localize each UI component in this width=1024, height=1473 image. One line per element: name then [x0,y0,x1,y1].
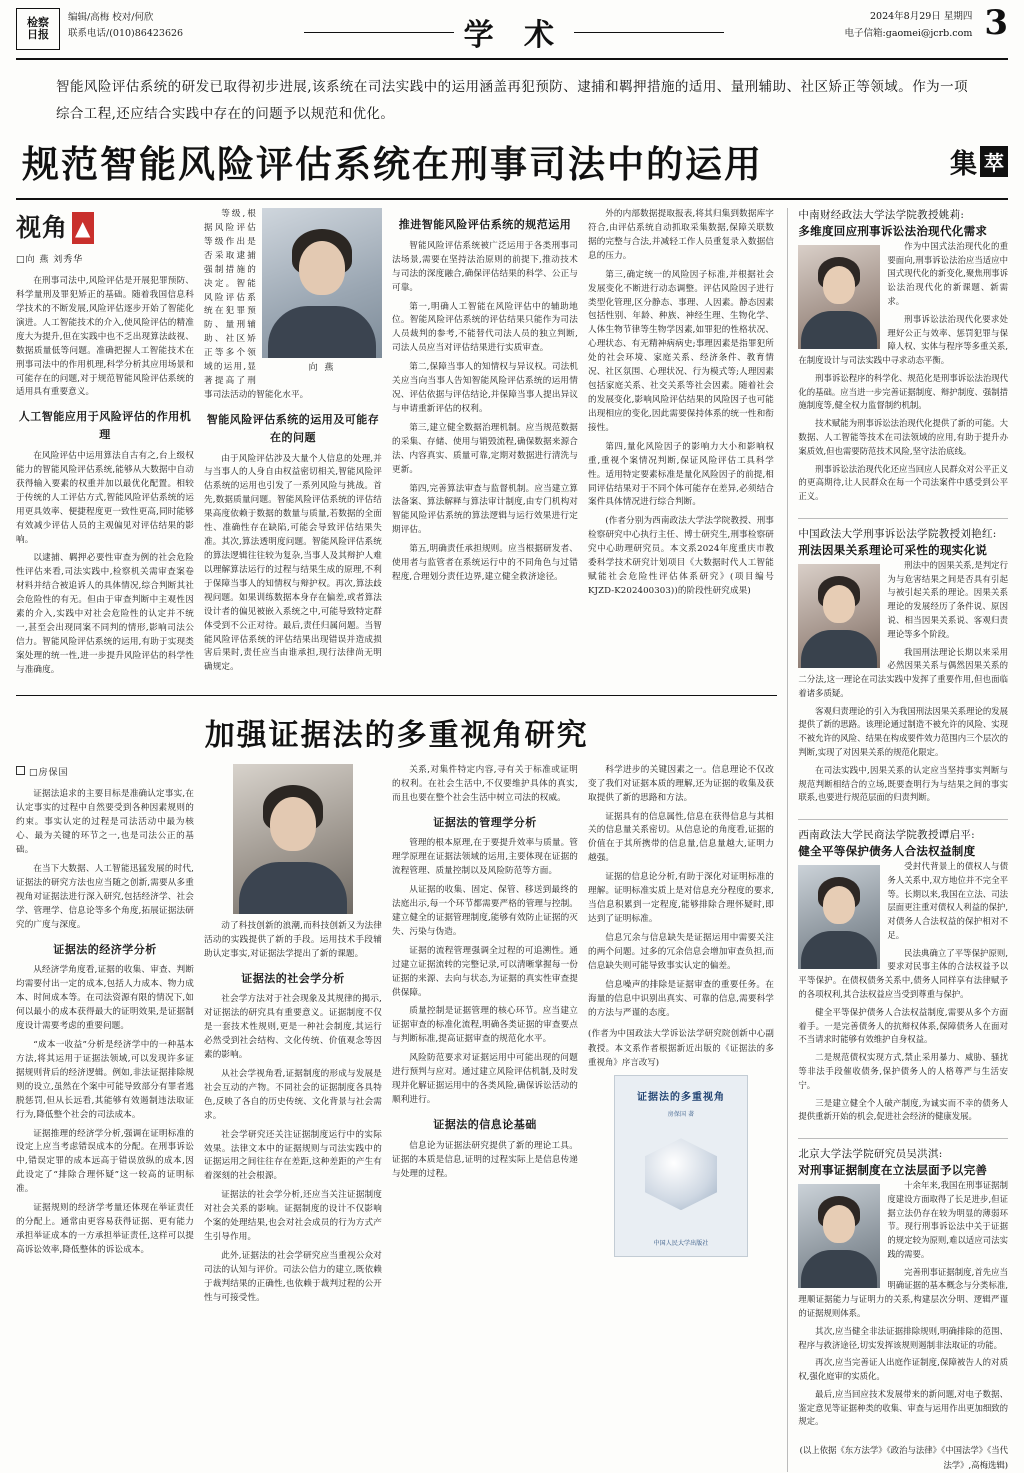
article-2-section-3: 证据法的管理学分析 [433,815,537,829]
book-cover-image [614,1075,748,1257]
r4-p4: 再次,应当完善证人出庭作证制度,保障被告人的对质权,强化庭审的实质化。 [798,1357,1008,1382]
a2-c4-p1: 科学进步的关键因素之一。信息理论不仅改变了我们对证据本质的理解,还为证据的收集及获取提供了新的思路和方法。 [588,764,774,803]
a1-c3-p3: 第二,保障当事人的知情权与异议权。司法机关应当向当事人告知智能风险评估系统的运用情况、评估依据与评估结论,并保障当事人提出异议与申请重新评估的权利。 [392,362,578,414]
article-1-col-3 [392,208,578,683]
byline-square-icon [16,766,25,775]
r2-p4: 在司法实践中,因果关系的认定应当坚持事实判断与规范判断相结合的立场,既要查明行为与结果之间的事实联系,也要进行规范层面的归责判断。 [798,764,1008,803]
portrait-body [268,306,376,358]
rail-photo-head-3 [823,886,855,924]
article-2 [16,695,777,1311]
divider-top [16,198,1008,200]
rail-photo-body-3 [801,931,877,969]
article-1-section-3: 推进智能风险评估系统的规范运用 [398,218,572,231]
rail-item-4-title [798,1147,1008,1179]
cui-char: 集 [950,148,977,180]
article-2-headline: 加强证据法的多重视角研究 [204,717,589,753]
a2-c3-p5: 质量控制是证据管理的核心环节。应当建立证据审查的标准化流程,明确各类证据的审查要点与判断标准,提高证据审查的规范化水平。 [392,1006,578,1045]
rail-photo-head-4 [823,1205,855,1243]
headline-row [16,134,1008,188]
a1-c3-p1: 智能风险评估系统被广泛运用于各类刑事司法场景,需要在坚持法治原则的前提下,推动技术与司法的深度融合,确保评估结果的科学、公正与可靠。 [392,240,578,293]
a1-c2-p2: 等级,根据风险评估等级作出是否采取逮捕强制措施的决定。智能风险评估系统在犯罪预防、量刑辅助、社区矫正等多个领域的运用,显著提高了刑事司法活动的智能化水平。 [204,209,309,400]
article-1-byline: □向 燕 刘秀华 [16,254,84,265]
article-1-section-1: 人工智能应用于风险评估的作用机理 [18,410,192,442]
r4-p1: 十余年来,我国在刑事证据制度建设方面取得了长足进步,但证据立法仍存在较为明显的薄弱环节。现行刑事诉讼法中关于证据的规定较为原则,难以适应司法实践的需要。 [887,1179,1008,1259]
rule-left [304,32,454,33]
rail-footer-note: (以上依据《东方法学》《政治与法律》《中国法学》《当代法学》,高梅选辑) [799,1445,1008,1470]
r4-p5: 最后,应当回应技术发展带来的新问题,对电子数据、鉴定意见等证据种类的收集、审查与运用作出更加细致的规定。 [798,1388,1008,1427]
cui-logo [896,142,1008,181]
page-body [16,208,1008,1472]
email-line: 电子信箱:gaomei@jcrb.com [844,28,973,40]
figure-caption: 向 燕 [308,363,336,373]
article-1-col-1 [16,208,194,683]
a2-c3-p1: 关系,对集件特定内容,寻有关于标准或证明的权利。在社会生活中,不仅要维护具体的真实,而且也要在整个社会生活中树立司法的权威。 [392,764,578,803]
a2-c2-p6: 此外,证据法的社会学研究应当重视公众对司法的认知与评价。司法公信力的建立,既依赖于裁判结果的正确性,也依赖于裁判过程的公开性与可接受性。 [204,1251,382,1303]
r1-p1: 作为中国式法治现代化的重要面向,刑事诉讼法治应当适应中国式现代化的新变化,聚焦刑事诉讼法治现代化的新课题、新需求。 [887,240,1008,307]
article-2-figure [204,764,382,914]
perspective-logo [16,208,194,249]
a1-c2-p3: 由于风险评估涉及大量个人信息的处理,并与当事人的人身自由权益密切相关,智能风险评估系统的运用也引发了一系列风险与挑战。首先,数据质量问题。智能风险评估系统的评估结果高度依赖于数据的数量与质量,若数据的全面性、准确性存在缺陷,可能会导致评估结果失准。其次,算法透明度问题。智能风险评估系统的算法逻辑往往较为复杂,当事人及其辩护人难以理解算法运行的过程与结果生成的原理,不利于保障当事人的知情权与辩护权。再次,算法歧视问题。如果训练数据本身存在偏差,或者算法设计者的偏见被嵌入系统之中,可能导致特定群体受到不公正对待。最后,责任归属问题。当智能风险评估系统的评估结果出现错误并造成损害后果时,责任应当由谁承担,现行法律尚无明确规定。 [204,453,382,673]
article-1-section-2: 智能风险评估系统的运用及可能存在的问题 [206,412,380,444]
rail-item-3-headline: 健全平等保护债务人合法权益制度 [798,844,976,859]
r3-p2: 民法典确立了平等保护原则,要求对民事主体的合法权益予以平等保护。在债权债务关系中,债务人同样享有法律赋予的各项权利,其合法权益应当受到尊重与保护。 [798,947,1008,1000]
rail-item-3 [798,828,1008,1128]
article-1-col-2 [204,208,382,683]
a2-c3-p2: 管理的根本原理,在于要提升效率与质量。管理学原理在证据法领域的运用,主要体现在证据的流程管理、质量控制以及风险防范等方面。 [392,838,578,877]
lead-paragraph: 智能风险评估系统的研发已取得初步进展,该系统在司法实践中的运用涵盖再犯预防、逮捕和羁押措施的适用、量刑辅助、社区矫正等领域。作为一项综合工程,还应结合实践中存在的问题予以规范和优化。 [56,79,968,122]
rail-item-3-photo [798,865,880,969]
rail-photo-body-4 [801,1250,877,1288]
article-2-section-4: 证据法的信息论基础 [433,1117,537,1131]
r3-p4: 二是规范债权实现方式,禁止采用暴力、威胁、骚扰等非法手段催收债务,保护债务人的人格尊严与生活安宁。 [798,1052,1008,1090]
logo-line-2: 日报 [27,28,49,41]
rail-item-2-headline: 刑法因果关系理论可采性的现实化说 [798,543,988,558]
article-2-col-4 [588,764,774,1311]
a2-c2-p4: 社会学研究还关注证据制度运行中的实际效果。法律文本中的证据规则与司法实践中的证据运用之间往往存在差距,这种差距的产生有着深刻的社会根源。 [204,1129,382,1182]
article-1 [16,208,777,683]
a2-c4-p2: 证据具有的信息属性,信息在获得信息与其相关的信息量关系密切。从信息论的角度看,证据的价值在于其所携带的信息量,信息量越大,证明力越强。 [588,811,774,864]
r2-p2: 我国刑法理论长期以来采用必然因果关系与偶然因果关系的二分法,这一理论在司法实践中发挥了重要作用,但也面临着诸多质疑。 [798,646,1008,698]
a1-c3-p4: 第三,建立健全数据治理机制。应当规范数据的采集、存储、使用与销毁流程,确保数据来源合法、内容真实、质量可靠,定期对数据进行清洗与更新。 [392,422,578,475]
publish-date: 2024年8月29日 星期四 [869,11,973,22]
r4-p3: 其次,应当健全非法证据排除规则,明确排除的范围、程序与救济途径,切实发挥该规则遏制非法取证的功能。 [798,1325,1008,1350]
rail-item-1-headline: 多维度回应刑事诉讼法治现代化需求 [798,224,988,239]
masthead-left [16,8,183,50]
article-1-headline: 规范智能风险评估系统在刑事司法中的运用 [22,142,763,186]
perspective-mark: ▲ [72,212,93,244]
a1-c1-p3: 以逮捕、羁押必要性审查为例的社会危险性评估来看,司法实践中,检察机关需审查案卷材料并结合被追诉人的具体情况,综合判断其社会危险性的有无。但由于审查判断中主观性因素的介入,实践中对社会危险性的认定并不统一,甚至会出现同案不同判的情形,影响司法公信力。智能风险评估系统的运用,有助于实现类案处理的统一性,进一步提升风险评估的科学性与准确度。 [16,553,194,675]
book-artwork [645,1138,717,1210]
rail-item-3-title [798,828,1008,860]
rail-photo-head [823,266,855,304]
phone-line: 联系电话/(010)86423626 [68,28,184,40]
a2-c1-p4: “成本一收益”分析是经济学中的一种基本方法,将其运用于证据法领域,可以发现许多证据规则背后的经济逻辑。例如,非法证据排除规则的设立,虽然在个案中可能导致部分有罪者逃脱惩罚,但从长远看,其能够有效遏制违法取证行为,降低整个社会的司法成本。 [16,1039,194,1120]
rail-photo-body-2 [801,630,877,668]
a2-c1-p6: 证据规则的经济学考量还体现在举证责任的分配上。通常由更容易获得证据、更有能力承担举证成本的一方承担举证责任,这样可以提高诉讼效率,降低整体的诉讼成本。 [16,1203,194,1255]
masthead-info [845,8,973,42]
portrait-head [299,241,345,295]
a2-c1-p5: 证据推理的经济学分析,强调在证明标准的设定上应当考虑错误成本的分配。在刑事诉讼中,错误定罪的成本远高于错误放纵的成本,因此设定了“排除合理怀疑”这一较高的证明标准。 [16,1128,194,1195]
article-2-col-2 [204,764,382,1311]
article-1-figure [262,208,382,376]
perspective-label: 视角 [16,213,69,242]
r1-p4: 技术赋能为刑事诉讼法治现代化提供了新的可能。大数据、人工智能等技术在司法领域的应用,有助于提升办案质效,但也需要防范技术风险,坚守法治底线。 [798,418,1008,456]
right-rail [787,208,1008,1472]
a2-c3-p7: 信息论为证据法研究提供了新的理论工具。证据的本质是信息,证明的过程实际上是信息传递与处理的过程。 [392,1140,578,1179]
a1-c3-p6: 第五,明确责任承担规则。应当根据研发者、使用者与监管者在系统运行中的不同角色与过错程度,合理划分责任边界,建立健全救济途径。 [392,544,578,583]
r1-p5: 刑事诉讼法治现代化还应当回应人民群众对公平正义的更高期待,让人民群众在每一个司法案件中感受到公平正义。 [798,463,1008,502]
masthead-right [844,3,1008,43]
r3-p3: 健全平等保护债务人合法权益制度,需要从多个方面着手。一是完善债务人的抗辩权体系,保障债务人在面对不当请求时能够有效维护自身权益。 [798,1006,1008,1045]
a2-c3-p6: 风险防范要求对证据运用中可能出现的问题进行预判与应对。通过建立风险评估机制,及时发现并化解证据运用中的各类风险,确保诉讼活动的顺利进行。 [392,1053,578,1105]
r1-p2: 刑事诉讼法治现代化要求处理好公正与效率、惩罚犯罪与保障人权、实体与程序等多重关系,在制度设计与司法实践中寻求动态平衡。 [798,313,1008,366]
a2-c4-p5: 信息噪声的排除是证据审查的重要任务。在海量的信息中识别出真实、可靠的信息,需要科学的方法与严谨的态度。 [588,979,774,1018]
portrait-body-2 [239,862,347,914]
r1-p3: 刑事诉讼程序的科学化、规范化是刑事诉讼法治现代化的基础。应当进一步完善证据制度、辩护制度、强制措施制度等,健全权力监督制约机制。 [798,372,1008,411]
page-number: 3 [984,3,1008,43]
a2-c2-p2: 社会学方法对于社会现象及其规律的揭示,对证据法的研究具有重要意义。证据制度不仅是一套技术性规则,更是一种社会制度,其运行必然受到社会结构、文化传统、价值观念等因素的影响。 [204,994,382,1061]
r4-p2: 完善刑事证据制度,首先应当明确证据的基本概念与分类标准,理顺证据能力与证明力的关系,构建层次分明、逻辑严谨的证据规则体系。 [798,1266,1008,1318]
author-portrait-xiangyan [262,208,382,358]
rail-item-1-title [798,208,1008,240]
rail-divider-3 [798,1138,1008,1139]
rail-photo-body [801,311,877,349]
a2-c1-p3: 从经济学角度看,证据的收集、审查、判断均需要付出一定的成本,包括人力成本、物力成本、时间成本等。在司法资源有限的情况下,如何以最小的成本获得最大的证明效果,是证据制度设计需要考虑的重要问题。 [16,965,194,1032]
rail-item-3-affil: 西南政法大学民商法学院教授谭启平: [798,829,976,842]
rail-item-1-photo [798,245,880,349]
rail-item-4 [798,1147,1008,1433]
a1-c1-p1: 在刑事司法中,风险评估是开展犯罪预防、科学量刑及罪犯矫正的基础。随着我国信息科学技术的不断发展,风险评估逐步开始了智能化演进。人工智能技术的介入,使风险评估的精准度大为提升,但在实践中也不乏出现算法歧视、数据质量低等问题。准确把握人工智能技术在刑事司法中的作用机理,科学分析其应用场景和可能存在的问题,对于规范智能风险评估系统的适用具有重要意义。 [16,276,194,398]
article-2-section-1: 证据法的经济学分析 [53,942,157,956]
article-2-note: (作者为中国政法大学诉讼法学研究院创新中心副教授。本文系作者根据新近出版的《证据法的多重视角》序言改写) [588,1028,774,1067]
rail-item-2 [798,527,1008,809]
rail-item-2-title [798,527,1008,559]
article-2-col-3 [392,764,578,1311]
rail-divider-2 [798,819,1008,820]
rail-item-1 [798,208,1008,508]
rail-item-1-affil: 中南财经政法大学法学院教授姚莉: [798,209,965,221]
book-title: 证据法的多重视角 [637,1092,725,1104]
r3-p5: 三是建立健全个人破产制度,为诚实而不幸的债务人提供重新开始的机会,促进社会经济的健康发展。 [798,1097,1008,1122]
a1-c1-p2: 在风险评估中运用算法自古有之,台上级权能力的智能风险评估系统,能够从大数据中自动获得输入要素的权重并加以最优化配置。相较于传统的人工评估方式,智能风险评估系统的运用更具效率、便捷程度更一致性更高,同时能够有效减少评估人员的主观偏见对评估结果的影响。 [16,451,194,545]
rail-photo-head-2 [823,585,855,623]
a2-c4-p3: 证据的信息论分析,有助于深化对证明标准的理解。证明标准实质上是对信息充分程度的要求,当信息积累到一定程度,能够排除合理怀疑时,即达到了证明标准。 [588,872,774,924]
section-title: 学 术 [463,18,565,53]
a2-c2-p5: 证据法的社会学分析,还应当关注证据制度对社会关系的影响。证据制度的设计不仅影响个案的处理结果,也会对社会成员的行为方式产生引导作用。 [204,1190,382,1243]
rail-item-2-photo [798,564,880,668]
author-portrait-fangbaoguo [233,764,353,914]
a2-c1-p2: 在当下大数据、人工智能迅猛发展的时代,证据法的研究方法也应当随之创新,需要从多重视角对证据法进行深入研究,包括经济学、社会学、管理学、信息论等多个角度,拓展证据法研究的广度与深度。 [16,863,194,930]
rule-right [574,32,724,33]
a2-c1-p1: 证据法追求的主要目标是准确认定事实,在认定事实的过程中自然要受到各种因素规则的约束。事实认定的过程是司法活动中最为核心、最为关键的环节之一,也是司法公正的基础。 [16,789,194,856]
a2-c3-p3: 从证据的收集、固定、保管、移送到最终的法庭出示,每一个环节都需要严格的管理与控制。建立健全的证据管理制度,能够有效防止证据的灭失、污染与伪造。 [392,885,578,937]
r3-p1: 受封代背景上的债权人与债务人关系中,双方地位并不完全平等。长期以来,我国在立法、司法层面更注重对债权人利益的保护,对债务人合法权益的保护相对不足。 [887,861,1008,940]
a1-c4-p1: 外的内部数据提取报表,将其归集到数据库字符合,由评估系统自动抓取采集数据,保障关联数据的完整与合法,并减轻工作人员重复录入数据信息的压力。 [588,209,774,261]
editor-line: 编辑/高梅 校对/何欣 [68,12,154,23]
book-author: 房保国 著 [667,1111,695,1119]
a1-c3-p2: 第一,明确人工智能在风险评估中的辅助地位。智能风险评估系统的评估结果只能作为司法人员裁判的参考,不能替代司法人员的独立判断,司法人员应当对评估结果进行实质审查。 [392,301,578,354]
a1-c4-p2: 第三,确定统一的风险因子标准,并根据社会发展变化不断进行动态调整。评估风险因子进行类型化管理,区分静态、事理、人因素。静态因素包括性别、年龄、种族、神经生理、生物化学、人体生物节律等生物学因素,如罪犯的性格状况、心理状态、有无精神病病史;事理因素是指罪犯所处的社会环境、家庭关系、经济条件、教育情况、社区氛围、心理状况、行为模式等;人理因素包括家庭关系、社交关系等社会因素。随着社会的发展变化,影响风险评估结果的风险因子也可能出现相应的变化,因此需要保持体系的统一性和衔接性。 [588,269,774,433]
r2-p1: 刑法中的因果关系,是判定行为与危害结果之间是否具有引起与被引起关系的理论。因果关系理论的发展经历了条件说、原因说、相当因果关系说、客观归责理论等多个阶段。 [887,559,1008,639]
portrait-head-2 [270,797,316,851]
a2-c2-p3: 从社会学视角看,证据制度的形成与发展是社会互动的产物。不同社会的证据制度各具特色,反映了各自的历史传统、文化背景与社会需求。 [204,1068,382,1121]
a1-c3-p5: 第四,完善算法审查与监督机制。应当建立算法备案、算法解释与算法审计制度,由专门机构对智能风险评估系统的算法逻辑与运行效果进行定期评估。 [392,483,578,536]
article-1-col-4 [588,208,774,683]
newspaper-logo [16,8,60,50]
rail-item-4-photo [798,1184,880,1288]
masthead [16,3,1008,60]
left-zone [16,208,777,1472]
article-2-byline [16,766,194,781]
rail-item-4-affil: 北京大学法学院研究员吴洪淇: [798,1148,943,1161]
a1-c4-note: (作者分别为西南政法大学法学院教授、刑事检察研究中心执行主任、博士研究生,刑事检察研究中心助理研究员。本文系2024年度重庆市教委科学技术研究计划项目《大数据时代人工智能赋能社会危险性评估体系研究》(项目编号KJZD-K202400303))的阶段性研究成果) [588,516,774,596]
a1-c4-p3: 第四,量化风险因子的影响力大小和影响权重,重视个案情况判断,保证风险评估工具科学性。适用特定要素标准是量化风险因子的前提,相同评估结果对于不同个体可能存在差异,必须结合案件具体情况进行综合判断。 [588,441,774,508]
masthead-credits [68,8,183,42]
a2-c3-p4: 证据的流程管理强调全过程的可追溯性。通过建立证据流转的完整记录,可以清晰掌握每一份证据的来源、去向与状态,为证据的真实性审查提供保障。 [392,945,578,998]
article-2-columns [16,764,777,1311]
r2-p3: 客观归责理论的引入为我国刑法因果关系理论的发展提供了新的思路。该理论通过制造不被允许的风险、实现不被允许的风险、结果在构成要件效力范围内三个层次的判断,实现了对因果关系的规范化限定。 [798,705,1008,757]
a2-c2-p1: 动了科技创新的浪潮,而科技创新又为法律活动的实践提供了新的手段。运用技术手段辅助认定事实,对证据法学提出了新的课题。 [204,920,382,959]
rail-item-2-affil: 中国政法大学刑事诉讼法学院教授刘艳红: [798,527,997,540]
article-2-byline-text: □房保国 [29,767,69,778]
rail-divider-1 [798,518,1008,519]
masthead-center [183,8,844,54]
a2-c4-p4: 信息冗余与信息缺失是证据运用中需要关注的两个问题。过多的冗余信息会增加审查负担,而信息缺失则可能导致事实认定的偏差。 [588,932,774,971]
article-2-section-2: 证据法的社会学分析 [241,971,345,985]
book-publisher: 中国人民大学出版社 [653,1239,709,1247]
article-2-col-1 [16,764,194,1311]
logo-line-1: 检察 [27,16,49,30]
cui-box: 萃 [980,146,1008,177]
rail-item-4-headline: 对刑事证据制度在立法层面予以完善 [798,1163,988,1178]
